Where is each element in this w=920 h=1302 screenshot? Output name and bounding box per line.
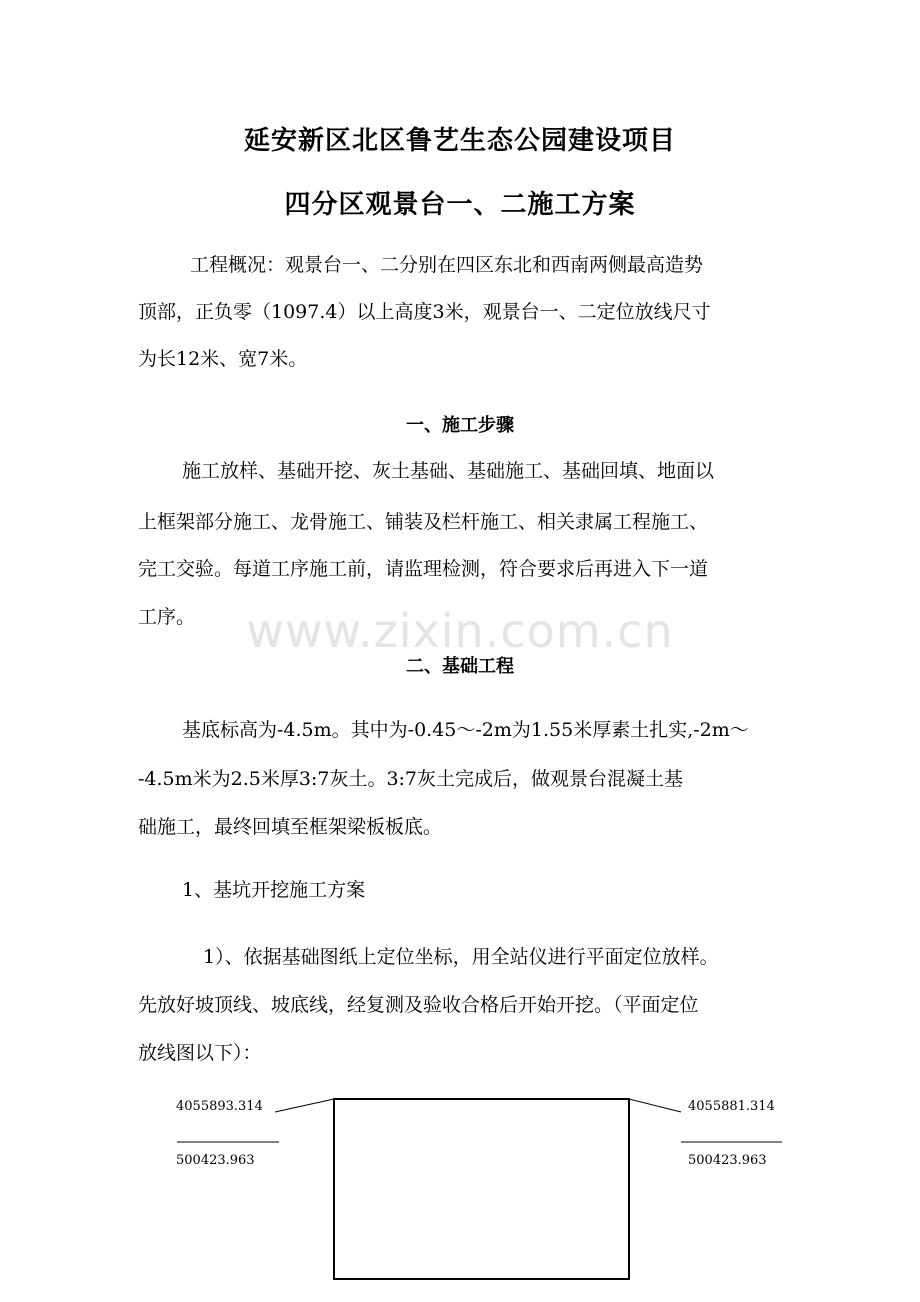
overview-line: 工程概况：观景台一、二分别在四区东北和西南两侧最高造势 [190,254,704,276]
section2-line: -4.5m米为2.5米厚3:7灰土。3:7灰土完成后，做观景台混凝土基 [138,768,684,790]
left-coord-bottom: 500423.963 [176,1153,255,1168]
left-leader-line [275,1099,334,1112]
section2-line: 础施工，最终回填至框架梁板板底。 [138,816,443,838]
subsection1-heading: 1、基坑开挖施工方案 [182,879,366,901]
site-outline-rect [334,1099,629,1279]
section1-line: 完工交验。每道工序施工前，请监理检测，符合要求后再进入下一道 [138,558,709,580]
right-leader-line [629,1099,681,1112]
document-title-line2: 四分区观景台一、二施工方案 [284,190,636,220]
document-title-line1: 延安新区北区鲁艺生态公园建设项目 [243,126,676,156]
overview-line: 顶部，正负零（1097.4）以上高度3米，观景台一、二定位放线尺寸 [138,301,711,323]
left-coord-top: 4055893.314 [176,1099,263,1114]
section1-heading: 一、施工步骤 [406,415,514,436]
step1-line: 放线图以下）： [138,1042,262,1064]
section1-line: 施工放样、基础开挖、灰土基础、基础施工、基础回填、地面以 [182,460,715,482]
section2-heading: 二、基础工程 [406,656,514,677]
watermark: www.zixin.com.cn [246,604,674,658]
right-coord-bottom: 500423.963 [688,1153,767,1168]
section1-line: 工序。 [138,606,196,628]
overview-line: 为长12米、宽7米。 [138,348,308,370]
section2-line: 基底标高为-4.5m。其中为-0.45～-2m为1.55米厚素土扎实,-2m～ [182,719,749,741]
step1-line: 1）、依据基础图纸上定位坐标，用全站仪进行平面定位放样。 [203,946,719,968]
section1-line: 上框架部分施工、龙骨施工、铺装及栏杆施工、相关隶属工程施工、 [138,511,709,533]
right-coord-top: 4055881.314 [688,1099,775,1114]
step1-line: 先放好坡顶线、坡底线，经复测及验收合格后开始开挖。（平面定位 [138,994,699,1016]
